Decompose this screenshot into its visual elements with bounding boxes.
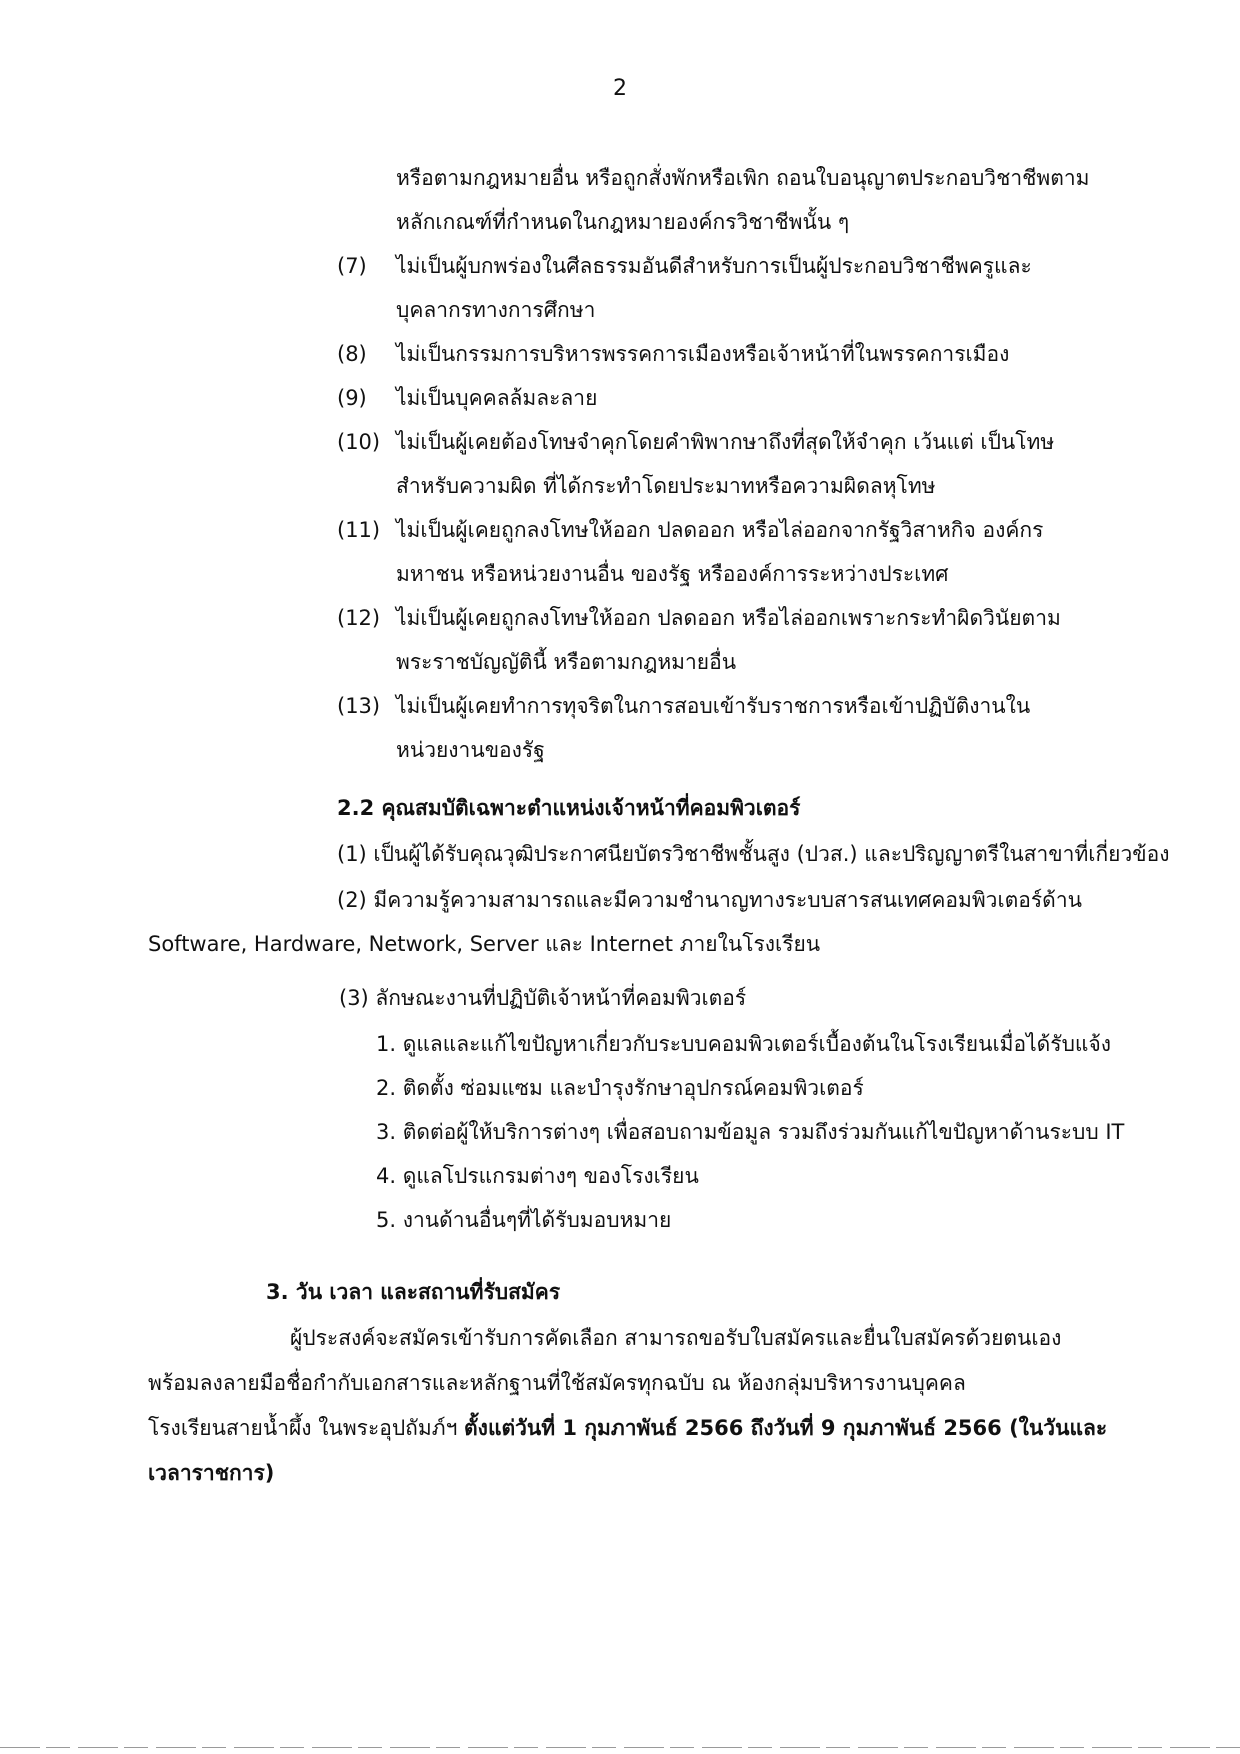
- item-11-line-1: ไม่เป็นผู้เคยถูกลงโทษให้ออก ปลดออก หรือไล่ออกจากรัฐวิสาหกิจ องค์กร: [396, 518, 1044, 542]
- duty-item-3: 3. ติดต่อผู้ให้บริการต่างๆ เพื่อสอบถามข้อมูล รวมถึงร่วมกันแก้ไขปัญหาด้านระบบ IT: [376, 1120, 1125, 1144]
- item-number-13: (13): [337, 694, 381, 718]
- section-3-line-4: เวลาราชการ): [148, 1461, 275, 1485]
- item-12-line-2: พระราชบัญญัตินี้ หรือตามกฎหมายอื่น: [396, 650, 737, 674]
- section-2-2-heading: 2.2 คุณสมบัติเฉพาะตำแหน่งเจ้าหน้าที่คอมพิวเตอร์: [337, 796, 801, 820]
- section-3-line-3: [148, 1406, 1107, 1451]
- page-number: 2: [613, 76, 627, 101]
- item-7-line-2: บุคลากรทางการศึกษา: [396, 298, 596, 322]
- prev-item-continuation-line-2: หลักเกณฑ์ที่กำหนดในกฎหมายองค์กรวิชาชีพนั้น ๆ: [396, 210, 850, 234]
- item-12-line-1: ไม่เป็นผู้เคยถูกลงโทษให้ออก ปลดออก หรือไล่ออกเพราะกระทำผิดวินัยตาม: [396, 606, 1061, 630]
- section-3-application-dates: ตั้งแต่วันที่ 1 กุมภาพันธ์ 2566 ถึงวันที่ 9 กุมภาพันธ์ 2566 (ในวันและ: [464, 1416, 1108, 1440]
- duty-item-2: 2. ติดตั้ง ซ่อมแซม และบำรุงรักษาอุปกรณ์คอมพิวเตอร์: [376, 1076, 864, 1100]
- qualification-3-title: (3) ลักษณะงานที่ปฏิบัติเจ้าหน้าที่คอมพิวเตอร์: [339, 986, 747, 1010]
- qualification-1: (1) เป็นผู้ได้รับคุณวุฒิประกาศนียบัตรวิชาชีพชั้นสูง (ปวส.) และปริญญาตรีในสาขาที่เกี่ยวข้อง: [337, 842, 1170, 866]
- qualification-2-line-1: (2) มีความรู้ความสามารถและมีความชำนาญทางระบบสารสนเทศคอมพิวเตอร์ด้าน: [337, 888, 1082, 912]
- qualification-2-line-2: Software, Hardware, Network, Server และ Internet ภายในโรงเรียน: [148, 932, 821, 956]
- duty-item-1: 1. ดูแลและแก้ไขปัญหาเกี่ยวกับระบบคอมพิวเตอร์เบื้องต้นในโรงเรียนเมื่อได้รับแจ้ง: [376, 1032, 1111, 1056]
- item-number-9: (9): [337, 386, 367, 410]
- item-number-7: (7): [337, 254, 367, 278]
- item-number-11: (11): [337, 518, 381, 542]
- item-number-10: (10): [337, 430, 381, 454]
- section-3-line-1: ผู้ประสงค์จะสมัครเข้ารับการคัดเลือก สามารถขอรับใบสมัครและยื่นใบสมัครด้วยตนเอง: [290, 1326, 1062, 1350]
- prev-item-continuation-line-1: หรือตามกฎหมายอื่น หรือถูกสั่งพักหรือเพิก ถอนใบอนุญาตประกอบวิชาชีพตาม: [396, 166, 1090, 190]
- item-8-line-1: ไม่เป็นกรรมการบริหารพรรคการเมืองหรือเจ้าหน้าที่ในพรรคการเมือง: [396, 342, 1010, 366]
- item-7-line-1: ไม่เป็นผู้บกพร่องในศีลธรรมอันดีสำหรับการเป็นผู้ประกอบวิชาชีพครูและ: [396, 254, 1032, 278]
- section-3-line-2: พร้อมลงลายมือชื่อกำกับเอกสารและหลักฐานที่ใช้สมัครทุกฉบับ ณ ห้องกลุ่มบริหารงานบุคคล: [148, 1371, 966, 1395]
- section-3-line-3-plain: โรงเรียนสายน้ำผึ้ง ในพระอุปถัมภ์ฯ: [148, 1416, 465, 1440]
- item-10-line-1: ไม่เป็นผู้เคยต้องโทษจำคุกโดยคำพิพากษาถึงที่สุดให้จำคุก เว้นแต่ เป็นโทษ: [396, 430, 1055, 454]
- item-13-line-1: ไม่เป็นผู้เคยทำการทุจริตในการสอบเข้ารับราชการหรือเข้าปฏิบัติงานใน: [396, 694, 1031, 718]
- item-11-line-2: มหาชน หรือหน่วยงานอื่น ของรัฐ หรือองค์การระหว่างประเทศ: [396, 562, 949, 586]
- scan-edge-line: [0, 1747, 1240, 1748]
- item-10-line-2: สำหรับความผิด ที่ได้กระทำโดยประมาทหรือความผิดลหุโทษ: [396, 474, 936, 498]
- item-number-12: (12): [337, 606, 381, 630]
- duty-item-5: 5. งานด้านอื่นๆที่ได้รับมอบหมาย: [376, 1208, 672, 1232]
- duty-item-4: 4. ดูแลโปรแกรมต่างๆ ของโรงเรียน: [376, 1164, 699, 1188]
- item-13-line-2: หน่วยงานของรัฐ: [396, 738, 545, 762]
- item-number-8: (8): [337, 342, 367, 366]
- section-3-heading: 3. วัน เวลา และสถานที่รับสมัคร: [266, 1280, 561, 1304]
- item-9-line-1: ไม่เป็นบุคคลล้มละลาย: [396, 386, 598, 410]
